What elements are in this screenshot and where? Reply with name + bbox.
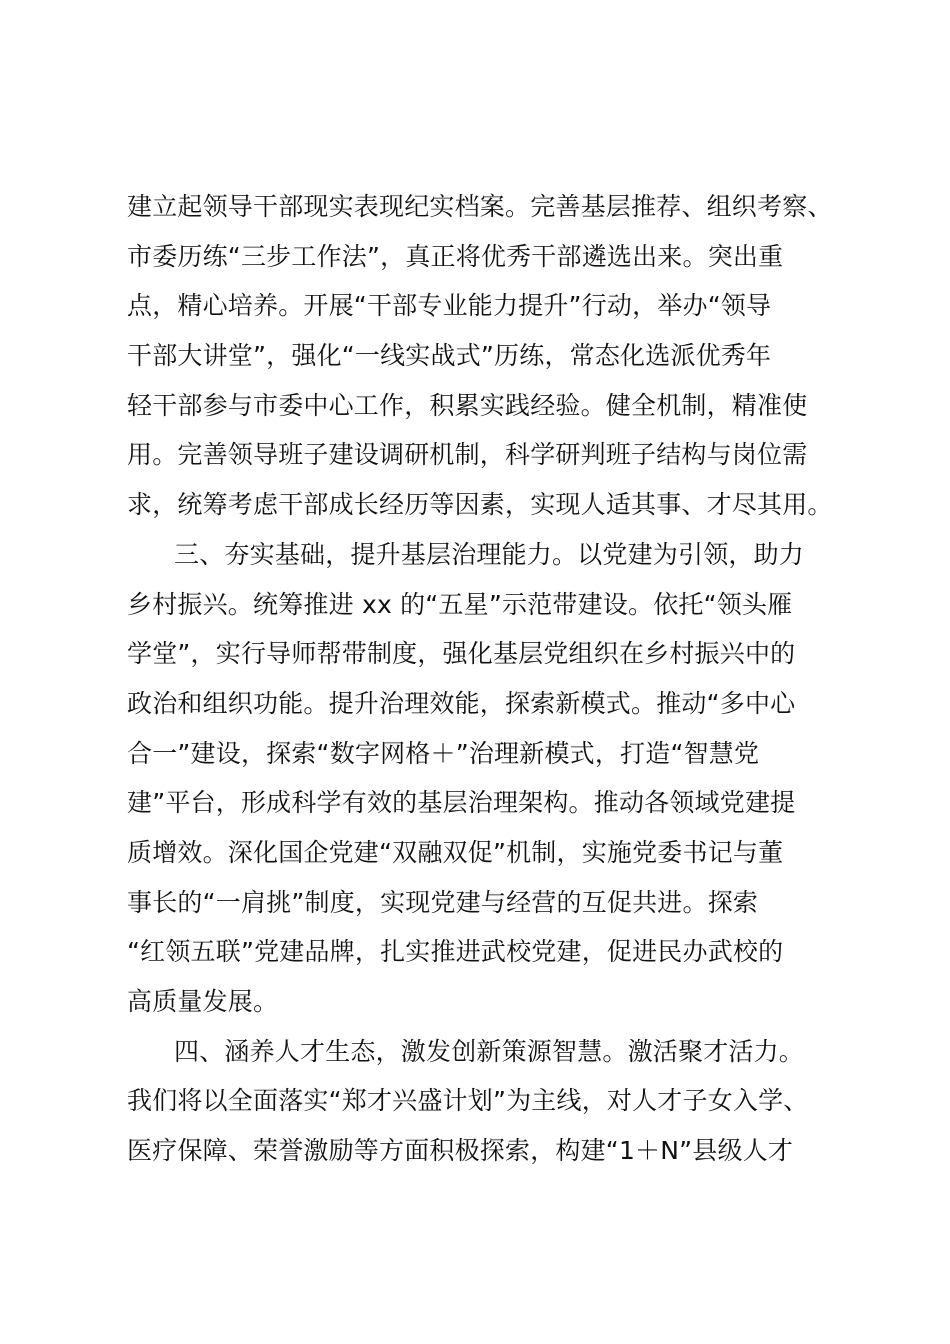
body-text xyxy=(127,182,837,1176)
text-line: 政治和组织功能。提升治理效能，探索新模式。推动“多中心 xyxy=(127,688,796,718)
text-line: 事长的“一肩挑”制度，实现党建与经营的互促共进。探索 xyxy=(127,887,759,917)
text-line: 质增效。深化国企党建“双融双促”机制，实施党委书记与董 xyxy=(127,837,784,867)
text-line: 学堂”，实行导师帮带制度，强化基层党组织在乡村振兴中的 xyxy=(127,639,796,669)
section-heading-line: 三、夯实基础，提升基层治理能力。以党建为引领，助力 xyxy=(174,539,805,569)
text-line: 市委历练“三步工作法”，真正将优秀干部遴选出来。突出重 xyxy=(127,241,784,271)
text-line: 高质量发展。 xyxy=(127,987,279,1016)
text-line: 建立起领导干部现实表现纪实档案。完善基层推荐、组织考察、 xyxy=(127,192,833,221)
text-line: 乡村振兴。统筹推进 xx 的“五星”示范带建设。依托“领头雁 xyxy=(127,589,793,619)
text-line: 求，统筹考虑干部成长经历等因素，实现人适其事、才尽其用。 xyxy=(127,490,833,520)
text-line: 我们将以全面落实“郑才兴盛计划”为主线，对人才子女入学、 xyxy=(127,1086,809,1116)
text-line: 建”平台，形成科学有效的基层治理架构。推动各领域党建提 xyxy=(127,788,796,818)
text-line: 点，精心培养。开展“干部专业能力提升”行动，举办“领导 xyxy=(127,291,772,321)
text-line: 合一”建设，探索“数字网格＋”治理新模式，打造“智慧党 xyxy=(127,738,760,768)
text-line: 用。完善领导班子建设调研机制，科学研判班子结构与岗位需 xyxy=(127,440,808,470)
section-heading-line: 四、涵养人才生态，激发创新策源智慧。激活聚才活力。 xyxy=(174,1036,805,1066)
text-line: 干部大讲堂”，强化“一线实战式”历练，常态化选派优秀年 xyxy=(127,341,772,371)
text-line: “红领五联”党建品牌，扎实推进武校党建，促进民办武校的 xyxy=(127,937,784,967)
text-line: 医疗保障、荣誉激励等方面积极探索，构建“1＋N”县级人才 xyxy=(127,1136,794,1166)
text-line: 轻干部参与市委中心工作，积累实践经验。健全机制，精准使 xyxy=(127,390,808,420)
